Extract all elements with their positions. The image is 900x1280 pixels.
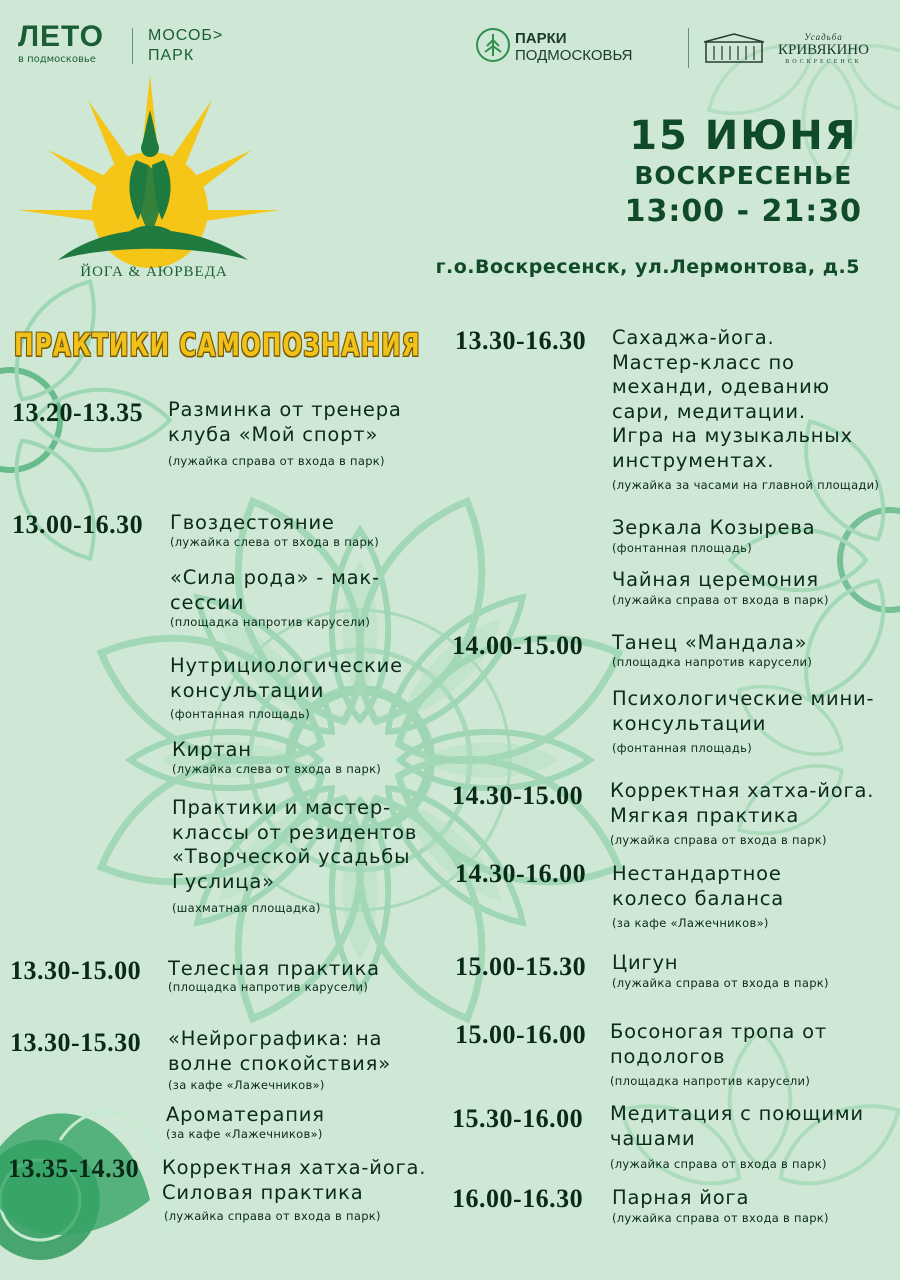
activity-title: Чайная церемония	[612, 568, 819, 591]
event-date: 15 ИЮНЯ	[629, 113, 858, 159]
activity-location: (за кафе «Лажечников»)	[612, 916, 769, 930]
time-slot: 15.30-16.00	[452, 1104, 584, 1133]
activity-title: Киртан	[172, 738, 252, 761]
activity-title: Сахаджа-йога. Мастер-класс по механди, одеванию сари, медитации. Игра на музыкальных инструментах.	[612, 326, 853, 472]
event-hours: 13:00 - 21:30	[624, 194, 862, 229]
time-slot: 14.30-16.00	[455, 859, 587, 888]
activity-title: Танец «Мандала»	[612, 631, 808, 654]
activity-title: Гвоздестояние	[170, 511, 335, 534]
event-date-block	[625, 112, 862, 232]
mosobpark-line1: МОСОБ>	[148, 27, 224, 44]
activity-location: (лужайка справа от входа в парк)	[612, 1211, 829, 1225]
parki-line1: ПАРКИ	[515, 30, 567, 47]
activity-title: Практики и мастер-классы от резидентов «Творческой усадьбы Гуслица»	[172, 796, 418, 893]
activity-title: Телесная практика	[168, 957, 380, 980]
activity-location: (лужайка справа от входа в парк)	[612, 976, 829, 990]
time-slot: 13.35-14.30	[8, 1154, 140, 1183]
activity-location: (лужайка слева от входа в парк)	[170, 535, 380, 549]
header-divider	[132, 28, 133, 64]
activity-location: (площадка напротив карусели)	[168, 980, 369, 994]
activity-title: Нестандартное колесо баланса	[612, 862, 785, 910]
activity-location: (лужайка справа от входа в парк)	[610, 1157, 827, 1171]
section-title: ПРАКТИКИ САМОПОЗНАНИЯ	[14, 328, 421, 364]
time-slot: 13.20-13.35	[12, 398, 144, 427]
parki-line2: ПОДМОСКОВЬЯ	[515, 47, 633, 64]
time-slot: 13.00-16.30	[12, 510, 144, 539]
activity-location: (лужайка слева от входа в парк)	[172, 762, 382, 776]
manor-building-icon	[702, 32, 766, 64]
sun-yoga-icon	[18, 70, 283, 285]
activity-location: (площадка напротив карусели)	[610, 1074, 811, 1088]
mosobpark-logo	[148, 26, 223, 66]
time-slot: 13.30-15.30	[10, 1028, 142, 1057]
activity-location: (лужайка справа от входа в парк)	[610, 833, 827, 847]
time-slot: 15.00-16.00	[455, 1020, 587, 1049]
event-address: г.о.Воскресенск, ул.Лермонтова, д.5	[435, 256, 860, 278]
leaf-logo-icon	[476, 28, 510, 62]
activity-title: Психологические мини-консультации	[612, 687, 875, 735]
parki-logo	[515, 30, 633, 64]
activity-location: (шахматная площадка)	[172, 901, 321, 915]
activity-title: Разминка от тренера клуба «Мой спорт»	[168, 398, 402, 446]
activity-title: «Сила рода» - мак-сессии	[170, 566, 380, 614]
activity-title: Ароматерапия	[166, 1103, 325, 1126]
header-divider-2	[688, 28, 689, 68]
time-slot: 14.00-15.00	[452, 631, 584, 660]
activity-location: (фонтанная площадь)	[170, 707, 310, 721]
activity-title: Корректная хатха-йога. Мягкая практика	[610, 779, 875, 827]
event-weekday: ВОСКРЕСЕНЬЕ	[634, 161, 853, 190]
activity-location: (лужайка за часами на главной площади)	[612, 478, 880, 492]
krivyakino-logo	[778, 32, 869, 65]
activity-title: Корректная хатха-йога. Силовая практика	[162, 1156, 427, 1204]
time-slot: 15.00-15.30	[455, 952, 587, 981]
krivyakino-top: Усадьба	[804, 32, 843, 42]
krivyakino-name: КРИВЯКИНО	[778, 42, 869, 58]
time-slot: 13.30-16.30	[455, 326, 587, 355]
time-slot: 14.30-15.00	[452, 781, 584, 810]
activity-location: (площадка напротив карусели)	[612, 655, 813, 669]
activity-title: Нутрициологические консультации	[170, 654, 403, 702]
activity-title: Цигун	[612, 951, 679, 974]
activity-location: (за кафе «Лажечников»)	[168, 1078, 325, 1092]
activity-location: (лужайка справа от входа в парк)	[168, 454, 385, 468]
leto-logo-big: ЛЕТО	[18, 20, 104, 53]
activity-title: Босоногая тропа от подологов	[610, 1020, 828, 1068]
activity-location: (фонтанная площадь)	[612, 541, 752, 555]
activity-location: (лужайка справа от входа в парк)	[612, 593, 829, 607]
activity-location: (за кафе «Лажечников»)	[166, 1127, 323, 1141]
leto-logo	[18, 22, 104, 65]
time-slot: 16.00-16.30	[452, 1184, 584, 1213]
activity-location: (фонтанная площадь)	[612, 741, 752, 755]
activity-title: «Нейрографика: на волне спокойствия»	[168, 1027, 391, 1075]
activity-title: Парная йога	[612, 1186, 750, 1209]
leto-logo-small: в подмосковье	[18, 54, 96, 65]
activity-location: (лужайка справа от входа в парк)	[164, 1209, 381, 1223]
krivyakino-bottom: ВОСКРЕСЕНСК	[785, 59, 862, 65]
activity-location: (площадка напротив карусели)	[170, 615, 371, 629]
activity-title: Медитация с поющими чашами	[610, 1102, 864, 1150]
yoga-logo-name: ЙОГА & АЮРВЕДА	[80, 264, 228, 280]
activity-title: Зеркала Козырева	[612, 516, 816, 539]
mosobpark-line2: ПАРК	[148, 47, 195, 64]
time-slot: 13.30-15.00	[10, 956, 142, 985]
